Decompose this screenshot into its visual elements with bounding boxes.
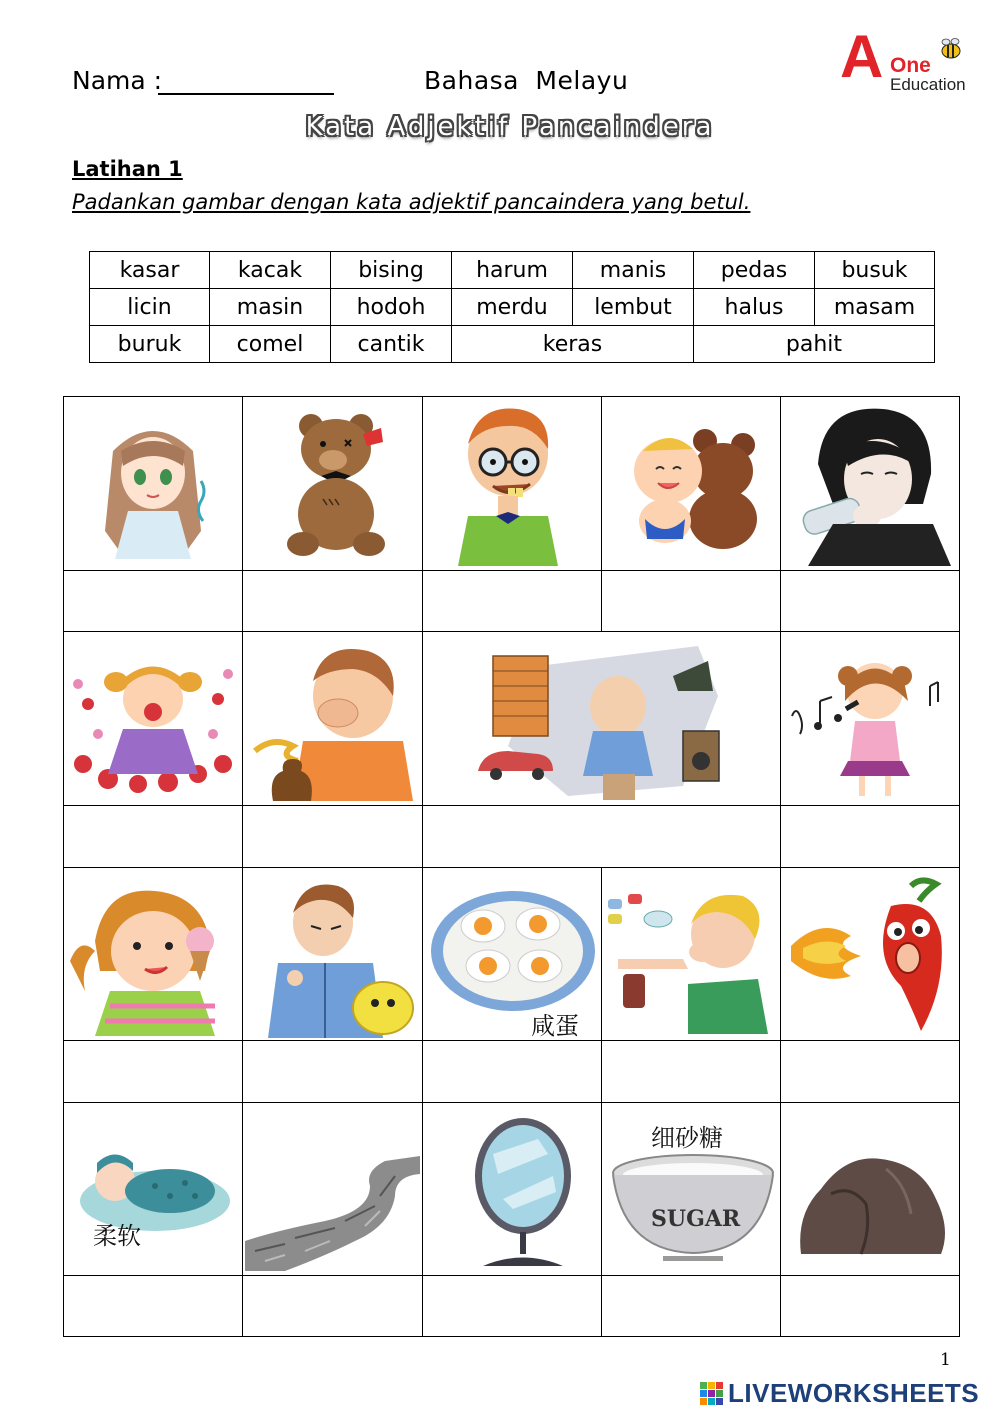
sugar-bowl-text: SUGAR — [651, 1206, 741, 1232]
picture-answer-grid — [63, 396, 960, 1337]
answer-blank[interactable] — [65, 807, 241, 865]
word-cell: merdu — [452, 289, 573, 326]
salted-egg-chinese-label: 咸蛋 — [531, 1012, 579, 1040]
word-cell: comel — [210, 326, 331, 363]
baby-with-teddy-picture — [623, 421, 763, 551]
word-cell: licin — [90, 289, 210, 326]
word-cell: halus — [694, 289, 815, 326]
word-bank-row — [90, 252, 935, 289]
name-label: Nama : — [72, 66, 163, 95]
word-cell: masam — [815, 289, 935, 326]
word-cell: kacak — [210, 252, 331, 289]
rock-picture — [791, 1144, 951, 1259]
cute-girl-picture — [83, 411, 223, 561]
grid-line — [63, 1275, 960, 1276]
boy-eating-lemon-picture — [253, 878, 418, 1038]
grid-line — [601, 867, 602, 1337]
girl-smelling-flowers-picture — [68, 644, 238, 799]
answer-blank[interactable] — [782, 1277, 958, 1335]
answer-blank[interactable] — [244, 807, 421, 865]
answer-blank[interactable] — [782, 807, 958, 865]
answer-blank[interactable] — [244, 1277, 421, 1335]
handsome-boy-drinking-picture — [793, 404, 953, 566]
word-cell: masin — [210, 289, 331, 326]
girl-singing-picture — [790, 646, 950, 796]
grid-line — [959, 396, 960, 1337]
exercise-heading: Latihan 1 — [72, 157, 183, 181]
grid-line — [63, 1336, 960, 1337]
soft-chinese-label: 柔软 — [93, 1222, 141, 1250]
word-cell: harum — [452, 252, 573, 289]
grid-line — [601, 396, 602, 631]
answer-blank[interactable] — [782, 1042, 958, 1100]
answer-blank[interactable] — [424, 572, 600, 630]
bee-icon — [938, 38, 964, 60]
page-number: 1 — [940, 1350, 951, 1370]
exercise-instruction: Padankan gambar dengan kata adjektif pancaindera yang betul. — [72, 190, 751, 214]
answer-blank[interactable] — [65, 1277, 241, 1335]
word-bank-row — [90, 289, 935, 326]
word-cell: manis — [573, 252, 694, 289]
answer-blank[interactable] — [424, 807, 779, 865]
grid-line — [63, 396, 64, 1337]
name-blank-line[interactable] — [158, 93, 334, 95]
liveworksheets-text: LIVEWORKSHEETS — [728, 1378, 980, 1408]
word-cell: pedas — [694, 252, 815, 289]
answer-blank[interactable] — [424, 1277, 600, 1335]
answer-blank[interactable] — [603, 1277, 779, 1335]
answer-blank[interactable] — [244, 1042, 421, 1100]
answer-blank[interactable] — [244, 572, 421, 630]
grid-line — [422, 396, 423, 1337]
rocky-road-picture — [245, 1156, 420, 1271]
torn-teddy-bear-picture — [263, 404, 403, 562]
aone-education-logo — [838, 23, 978, 100]
subject-label: Bahasa Melayu — [424, 66, 629, 95]
answer-blank[interactable] — [65, 1042, 241, 1100]
logo-one: One — [890, 54, 931, 77]
word-cell: kasar — [90, 252, 210, 289]
word-cell: cantik — [331, 326, 452, 363]
answer-blank[interactable] — [424, 1042, 600, 1100]
word-cell: lembut — [573, 289, 694, 326]
word-cell: buruk — [90, 326, 210, 363]
word-cell: busuk — [815, 252, 935, 289]
logo-letter: A — [840, 23, 884, 90]
answer-blank[interactable] — [603, 572, 779, 630]
grid-line — [63, 631, 960, 632]
girl-eating-ice-cream-picture — [65, 881, 240, 1036]
grid-line — [63, 1102, 960, 1103]
grid-line — [63, 805, 960, 806]
grid-line — [63, 570, 960, 571]
word-cell: bising — [331, 252, 452, 289]
grid-line — [780, 396, 781, 1337]
answer-blank[interactable] — [603, 1042, 779, 1100]
boy-covering-nose-picture — [253, 641, 413, 801]
word-bank-row — [90, 326, 935, 363]
fire-breathing-chili-picture — [791, 876, 951, 1036]
ugly-man-picture — [438, 404, 583, 566]
grid-line — [63, 1040, 960, 1041]
word-bank-table — [89, 251, 935, 363]
answer-blank[interactable] — [782, 572, 958, 630]
mirror-picture — [468, 1114, 578, 1269]
liveworksheets-brand — [700, 1378, 1000, 1410]
liveworksheets-logo-icon — [700, 1382, 724, 1406]
grid-line — [63, 396, 960, 397]
man-covering-ears-noise-picture — [468, 636, 738, 801]
word-cell: pahit — [694, 326, 935, 363]
fine-sugar-chinese-label: 细砂糖 — [651, 1124, 723, 1152]
grid-line — [242, 396, 243, 1337]
grid-line — [63, 867, 960, 868]
boy-taking-medicine-picture — [603, 884, 781, 1034]
logo-education: Education — [890, 75, 966, 94]
worksheet-title: Kata Adjektif Pancaindera — [305, 112, 715, 142]
word-cell: hodoh — [331, 289, 452, 326]
answer-blank[interactable] — [65, 572, 241, 630]
word-cell: keras — [452, 326, 694, 363]
